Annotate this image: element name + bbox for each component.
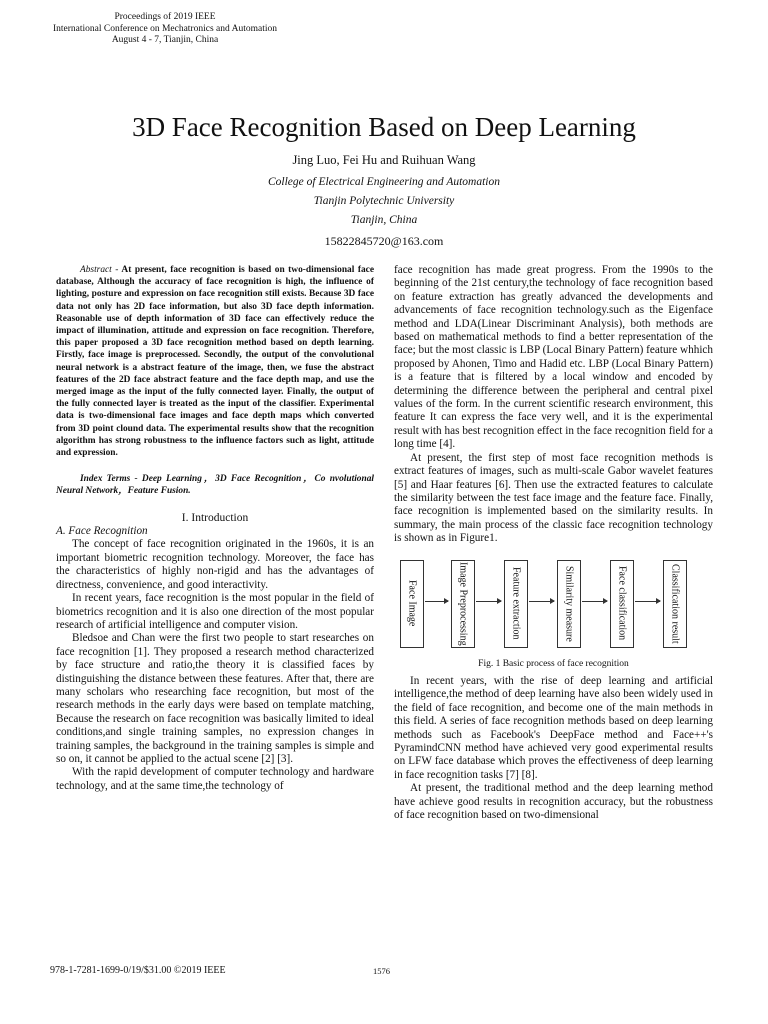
body-paragraph: In recent years, face recognition is the most popular in the field of biometrics recognition and it is also one direction of the most popular research of artificial intelligence and computer vision. xyxy=(56,592,374,631)
flow-box: Image Preprocessing xyxy=(451,560,475,648)
abstract xyxy=(56,264,374,459)
paper-title: 3D Face Recognition Based on Deep Learning xyxy=(132,112,636,142)
affiliation-line: Tianjin, China xyxy=(350,214,418,226)
page-number: 1576 xyxy=(373,966,390,976)
flow-box: Similarity measure xyxy=(557,560,581,648)
body-paragraph: At present, the first step of most face recognition methods is extract features of images, such as multi-scale Gabor wavelet features [5] and Haar features [6]. Then use the extracted features to calculate the similarity between the test face image and the feature face. Finally, face recognition is implemented based on the similarity results. In summary, the main process of the classic face recognition technology is shown as in Figure1. xyxy=(394,451,713,545)
body-paragraph: Bledsoe and Chan were the first two people to start researches on face recognition [1]. They proposed a research method characterized by face structure and ratio,the theory it is classified faces by distinguishing the distance between these features. After that, there are many scholars who researching face recognition, but most of the research methods in the early days were based on template matching, Because the research on face recognition was basically limited to ideal conditions,and single training samples, no expression changes in training samples, the background in the training samples is simple and so on, it cannot be applied to the actual scene [2] [3]. xyxy=(56,632,374,765)
right-column xyxy=(394,264,713,822)
footer-isbn: 978-1-7281-1699-0/19/$31.00 ©2019 IEEE xyxy=(50,965,226,976)
author-email: 15822845720@163.com xyxy=(324,234,444,248)
abstract-text: At present, face recognition is based on two-dimensional face database, Although the accuracy of face recognition is high, the influence of lighting, posture and expression on face recognition still exists. Because 3D face data not only has 2D face information, but also 3D face depth information. Reasonable use of depth information of 3D face can effectively reduce the impact of illumination, attitude and expression on face recognition. Therefore, this paper proposed a 3D face recognition method based on depth learning. Firstly, face image is preprocessed. Secondly, the output of the convolutional neural network is a abstract feature of the image, then, we fuse the abstract features of the 2D face abstract feature and the face depth map, and use the merged image as the input of the fully connected layer. Finally, the output of the fully connected layer is treated as the input of the classifier. Experimental data is two-dimensional face images and face depth maps which converted from 3D point clound data. The experimental results show that the recognition algorithm has strong robustness to the influence factors such as light, attitude and expression. xyxy=(56,265,374,459)
figure-caption: Fig. 1 Basic process of face recognition xyxy=(478,658,629,669)
proceedings-line: August 4 - 7, Tianjin, China xyxy=(111,35,219,45)
body-paragraph: The concept of face recognition originated in the 1960s, it is an important biometric recognition technology. Moreover, the face has the characteristics of highly non-rigid and has the advantages of directness, convenience, and good interactivity. xyxy=(56,538,374,591)
section-heading: I. Introduction xyxy=(181,511,249,524)
abstract-label: Abstract - xyxy=(80,265,119,275)
subsection-heading: A. Face Recognition xyxy=(56,525,148,538)
proceedings-line: International Conference on Mechatronics and Automation xyxy=(53,23,277,34)
flow-arrow xyxy=(425,601,448,602)
affiliation-line: Tianjin Polytechnic University xyxy=(313,195,455,207)
body-paragraph: In recent years, with the rise of deep learning and artificial intelligence,the method of deep learning have also been widely used in the field of face recognition, and become one of the main methods in this field. A series of face recognition methods based on deep learning methods such as Facebook's DeepFace method and Face++'s PyramindCNN method have achieved very good experimental results on LFW face database which proves the effectiveness of deep learning in face recognition tasks [7] [8]. xyxy=(394,674,713,781)
figure-1-flowchart xyxy=(394,556,713,652)
body-paragraph: At present, the traditional method and the deep learning method have achieve good results in recognition accuracy, but the robustness of face recognition based on two-dimensional xyxy=(394,782,713,821)
flow-arrow xyxy=(529,601,554,602)
flow-arrow xyxy=(635,601,660,602)
paper-authors: Jing Luo, Fei Hu and Ruihuan Wang xyxy=(292,153,476,167)
flow-arrow xyxy=(476,601,501,602)
proceedings-header xyxy=(30,12,300,47)
flow-box: Feature extraction xyxy=(504,560,528,648)
body-paragraph: With the rapid development of computer technology and hardware technology, and at the same time,the technology of xyxy=(56,766,374,792)
flow-box: Face classification xyxy=(610,560,634,648)
flow-arrow xyxy=(582,601,607,602)
flow-box: Face Image xyxy=(400,560,424,648)
body-paragraph: face recognition has made great progress. From the 1990s to the beginning of the 21st century,the technology of face recognition based on feature extraction has greatly advanced the developments and advancements of face recognition technology.such as the Eigenface method and LDA(Linear Discriminant Analysis), both methods are based on mathematical methods to find a better representation of the face; but the most classic is LBP (Local Binary Pattern) feature whhich proposed by Ahonen, Timo and Hadid etc. LBP (Local Binary Pattern) is a feature that is filtered by a local window and encoded by determining the difference between the peripheral and central pixel values of the form. In the current scientific research environment, this feature It can express the face very well, and it is the experimental result with has best recognition effect in the face recognition field for a long time [4]. xyxy=(394,264,713,451)
index-terms: Index Terms - Deep Learning，3D Face Recognition，Co nvolutional Neural Network，Feature Fusion. xyxy=(56,474,374,497)
affiliation-line: College of Electrical Engineering and Automation xyxy=(268,176,500,188)
proceedings-line: Proceedings of 2019 IEEE xyxy=(114,12,216,22)
left-column xyxy=(56,264,374,793)
flow-box: Classification result xyxy=(663,560,687,648)
